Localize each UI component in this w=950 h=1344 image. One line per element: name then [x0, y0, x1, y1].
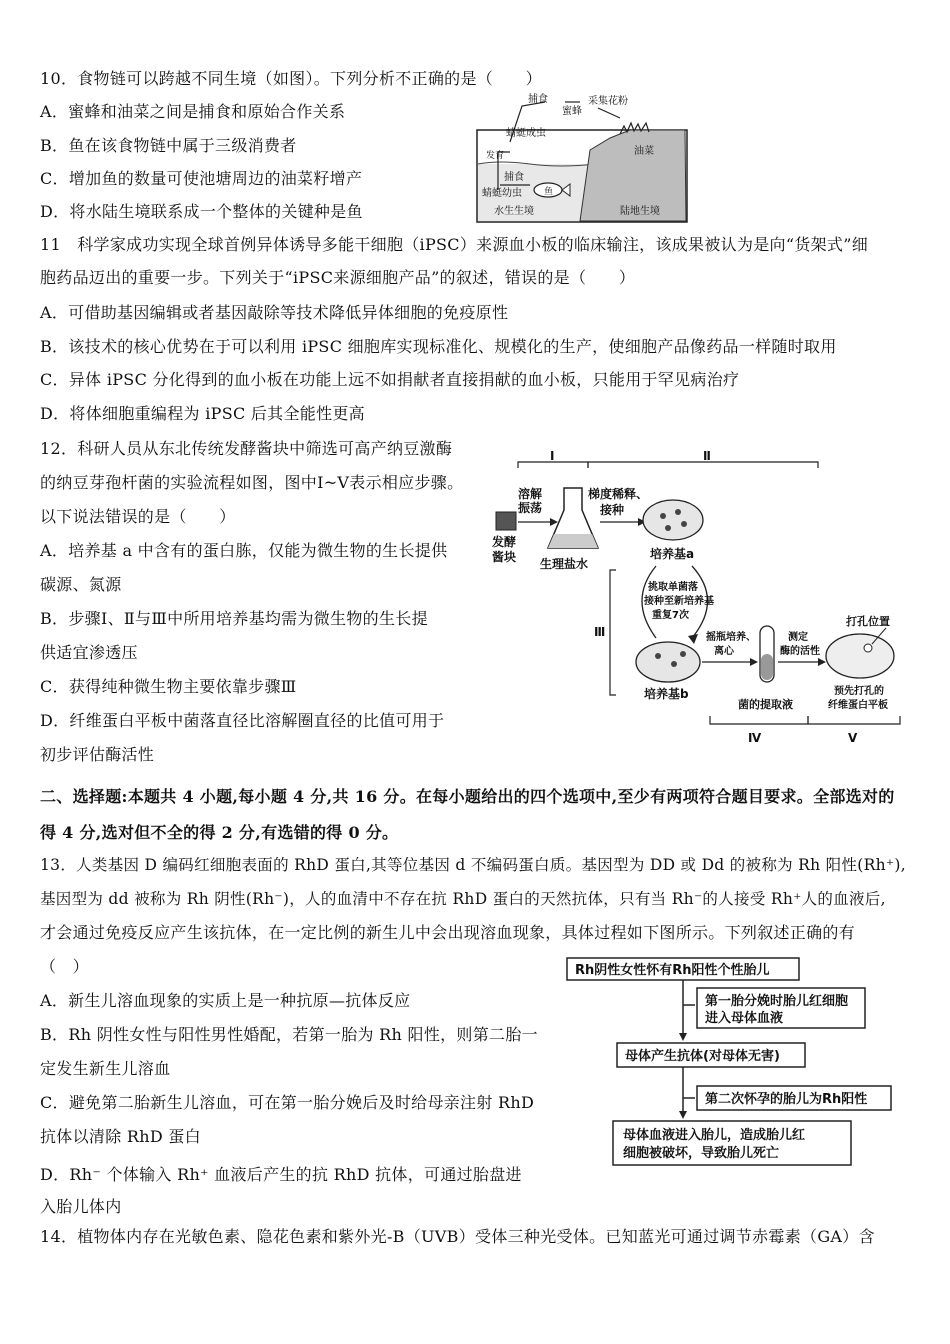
fig-block-2: 酱块 — [492, 550, 517, 564]
q13-stem-2: 基因型为 dd 被称为 Rh 阴性(Rh⁻)，人的血清中不存在抗 RhD 蛋白的天然抗体，只有当 Rh⁻的人接受 Rh⁺人的血液后, — [40, 890, 886, 908]
q13-option-c-2: 抗体以清除 RhD 蛋白 — [40, 1127, 201, 1146]
q10-option-b: B．鱼在该食物链中属于三级消费者 — [40, 136, 297, 155]
flow-box-4: 第二次怀孕的胎儿为Rh阳性 — [705, 1092, 868, 1107]
fig-block-1: 发酵 — [492, 535, 517, 549]
fig-dilute-1: 梯度稀释、 — [588, 487, 649, 501]
q12-option-d-1: D．纤维蛋白平板中菌落直径比溶解圈直径的比值可用于 — [40, 711, 445, 730]
fig-bee: 蜜蜂 — [562, 106, 582, 117]
fig-step-5: Ⅴ — [848, 731, 858, 745]
q10-option-a: A．蜜蜂和油菜之间是捕食和原始合作关系 — [40, 102, 346, 121]
q11-option-a: A．可借助基因编辑或者基因敲除等技术降低异体细胞的免疫原性 — [40, 303, 509, 322]
fibrin-plate-icon — [826, 634, 894, 678]
fig-larva: 蜻蜓幼虫 — [482, 188, 522, 199]
fig-ferm-1: 摇瓶培养、 — [706, 632, 756, 643]
q13-option-d-1: D．Rh⁻ 个体输入 Rh⁺ 血液后产生的抗 RhD 抗体，可通过胎盘进 — [40, 1165, 522, 1184]
section-2-header-2: 得 4 分,选对但不全的得 2 分,有选错的得 0 分。 — [40, 823, 399, 842]
q13-option-b-2: 定发生新生儿溶血 — [40, 1059, 171, 1078]
fig-dev: 发育 — [486, 151, 505, 161]
q12-option-c: C．获得纯种微生物主要依靠步骤Ⅲ — [40, 677, 297, 696]
q10-option-d: D．将水陆生境联系成一个整体的关键种是鱼 — [40, 202, 363, 221]
flow-box-1: Rh阴性女性怀有Rh阳性个性胎儿 — [575, 963, 770, 978]
fig-plate-2: 纤维蛋白平板 — [828, 700, 888, 711]
fig-step-2: Ⅱ — [703, 450, 711, 463]
q11-stem-1: 11 科学家成功实现全球首例异体诱导多能干细胞（iPSC）来源血小板的临床输注，该成果被认为是向“货架式”细 — [40, 235, 869, 254]
q13-option-c-1: C．避免第二胎新生儿溶血，可在第一胎分娩后及时给母亲注射 RhD — [40, 1093, 535, 1112]
q12-stem-3: 以下说法错误的是（ ） — [40, 507, 236, 526]
q13-paren: （ ） — [40, 957, 89, 976]
fig-hole: 打孔位置 — [846, 615, 890, 628]
fig-water: 水生生境 — [494, 206, 534, 217]
fig-assay-2: 酶的活性 — [780, 646, 820, 657]
fig-dissolve-1: 溶解 — [518, 487, 543, 501]
q10-option-c: C．增加鱼的数量可使池塘周边的油菜籽增产 — [40, 169, 363, 188]
fig-extract: 菌的提取液 — [738, 698, 793, 711]
fig-pick-3: 重复7次 — [652, 610, 689, 621]
q14-stem: 14．植物体内存在光敏色素、隐花色素和紫外光-B（UVB）受体三种光受体。已知蓝光可通过调节赤霉素（GA）含 — [40, 1227, 875, 1246]
q13-option-d-2: 入胎儿体内 — [40, 1197, 122, 1216]
flow-box-2b: 进入母体血液 — [705, 1011, 784, 1026]
fig-pollen: 采集花粉 — [588, 96, 628, 107]
q12-option-a-1: A．培养基 a 中含有的蛋白胨，仅能为微生物的生长提供 — [40, 541, 448, 560]
fig-pick-1: 挑取单菌落 — [648, 582, 698, 593]
q11-option-c: C．异体 iPSC 分化得到的血小板在功能上远不如捐献者直接捐献的血小板，只能用于罕见病治疗 — [40, 370, 740, 389]
q13-stem-3: 才会通过免疫反应产生该抗体，在一定比例的新生儿中会出现溶血现象，具体过程如下图所示。下列叙述正确的有 — [40, 923, 856, 942]
q11-option-b: B．该技术的核心优势在于可以利用 iPSC 细胞库实现标准化、规模化的生产，使细胞产品像药品一样随时取用 — [40, 337, 837, 356]
fig-dilute-2: 接种 — [600, 503, 625, 517]
fig-rape: 油菜 — [634, 146, 654, 157]
fig-medium-a: 培养基a — [650, 547, 695, 561]
fig-plate-1: 预先打孔的 — [834, 686, 884, 697]
food-chain-figure — [470, 90, 690, 225]
q10-stem: 10．食物链可以跨越不同生境（如图）。下列分析不正确的是（ ） — [40, 69, 542, 88]
q12-option-b-1: B．步骤Ⅰ、Ⅱ与Ⅲ中所用培养基均需为微生物的生长提 — [40, 609, 428, 628]
q12-stem-1: 12．科研人员从东北传统发酵酱块中筛选可高产纳豆激酶 — [40, 439, 453, 458]
q12-option-d-2: 初步评估酶活性 — [40, 745, 155, 764]
fig-step-1: Ⅰ — [550, 450, 555, 463]
fig-saline: 生理盐水 — [540, 557, 589, 571]
fig-assay-1: 测定 — [788, 632, 808, 643]
q12-stem-2: 的纳豆芽孢杆菌的实验流程如图，图中Ⅰ~Ⅴ表示相应步骤。 — [40, 473, 464, 492]
section-2-header-1: 二、选择题:本题共 4 小题,每小题 4 分,共 16 分。在每小题给出的四个选项中,至少有两项符合题目要求。全部选对的 — [40, 787, 895, 806]
q13-stem-1: 13．人类基因 D 编码红细胞表面的 RhD 蛋白,其等位基因 d 不编码蛋白质。基因型为 DD 或 Dd 的被称为 Rh 阳性(Rh⁺), — [40, 856, 906, 874]
soy-block-icon — [496, 512, 516, 530]
q12-option-a-2: 碳源、氮源 — [40, 575, 122, 594]
experiment-flow-figure — [488, 450, 913, 750]
fig-pick-2: 接种至新培养基 — [644, 596, 714, 607]
fig-step-3: Ⅲ — [594, 625, 606, 639]
flow-box-5a: 母体血液进入胎儿，造成胎儿红 — [623, 1128, 806, 1143]
fig-ferm-2: 离心 — [714, 646, 734, 657]
flow-box-5b: 细胞被破坏，导致胎儿死亡 — [623, 1146, 780, 1161]
q13-option-b-1: B．Rh 阴性女性与阳性男性婚配，若第一胎为 Rh 阳性，则第二胎一 — [40, 1025, 538, 1044]
q11-stem-2: 胞药品迈出的重要一步。下列关于“iPSC来源细胞产品”的叙述，错误的是（ ） — [40, 268, 636, 287]
q11-option-d: D．将体细胞重编程为 iPSC 后其全能性更高 — [40, 404, 365, 423]
q13-option-a: A．新生儿溶血现象的实质上是一种抗原—抗体反应 — [40, 991, 411, 1010]
rh-flowchart — [565, 955, 905, 1170]
fig-dissolve-2: 振荡 — [518, 501, 543, 515]
fig-adult: 蜻蜓成虫 — [506, 128, 546, 139]
fig-prey2: 捕食 — [504, 172, 524, 183]
q12-option-b-2: 供适宜渗透压 — [40, 643, 138, 662]
plate-b-icon — [636, 642, 700, 682]
fig-fish: 鱼 — [544, 187, 554, 197]
fig-medium-b: 培养基b — [644, 687, 689, 701]
fig-step-4: Ⅳ — [748, 731, 762, 745]
flow-box-3: 母体产生抗体(对母体无害) — [625, 1049, 780, 1064]
plate-a-icon — [643, 500, 703, 540]
fig-prey1: 捕食 — [528, 94, 548, 105]
fig-land: 陆地生境 — [620, 206, 660, 217]
flow-box-2a: 第一胎分娩时胎儿红细胞 — [705, 994, 849, 1009]
